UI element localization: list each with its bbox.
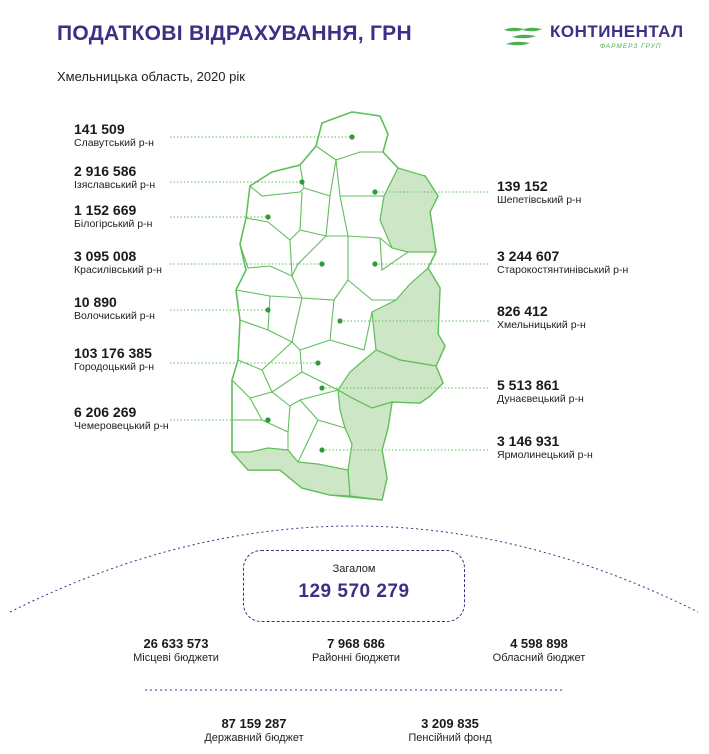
marker-khmelnytskyi [337, 318, 342, 323]
district-label-chemerivtsi [74, 404, 254, 433]
district-label-khmelnytskyi [497, 303, 677, 332]
district-label-iziaslav [74, 163, 254, 192]
budget-name: Державний бюджет [204, 732, 304, 744]
district-name: Волочиський р-н [74, 310, 155, 322]
total-value: 129 570 279 [298, 581, 410, 602]
district-label-bilohiria [74, 202, 254, 231]
marker-iziaslav [299, 179, 304, 184]
budget-value: 87 159 287 [221, 716, 287, 731]
budget-value: 3 209 835 [421, 716, 479, 731]
logo-tagline: ФАРМЕРЗ ГРУП [600, 43, 662, 50]
budget-name: Районні бюджети [311, 652, 401, 664]
budget-value: 4 598 898 [510, 636, 568, 651]
district-label-shepetivka [497, 178, 677, 207]
district-value: 103 176 385 [74, 345, 152, 361]
marker-dunaivtsi [319, 385, 324, 390]
district-name: Білогірський р-н [74, 218, 153, 230]
marker-krasyliv [319, 261, 324, 266]
budget-pension-fund [360, 716, 540, 745]
budget-name: Пенсійний фонд [408, 732, 492, 744]
page-title: ПОДАТКОВІ ВІДРАХУВАННЯ, ГРН [57, 22, 412, 45]
district-name: Ярмолинецький р-н [497, 449, 593, 461]
budget-name: Місцеві бюджети [133, 652, 219, 664]
budget-district [266, 636, 446, 665]
district-label-starokostiantyniv [497, 248, 677, 277]
district-label-yarmolyntsi [497, 433, 677, 462]
district-name: Городоцький р-н [74, 361, 155, 373]
district-name: Чемеровецький р-н [74, 420, 169, 432]
district-value: 139 152 [497, 178, 548, 194]
district-name: Славутський р-н [74, 137, 154, 149]
budget-oblast [449, 636, 629, 665]
district-value: 3 244 607 [497, 248, 560, 264]
district-value: 826 412 [497, 303, 548, 319]
marker-chemerivtsi [265, 417, 270, 422]
district-value: 3 146 931 [497, 433, 560, 449]
district-name: Красилівський р-н [74, 264, 162, 276]
budget-state [164, 716, 344, 745]
budget-local [86, 636, 266, 665]
budget-name: Обласний бюджет [492, 652, 586, 664]
total-box [243, 550, 465, 622]
budget-value: 26 633 573 [143, 636, 209, 651]
district-value: 5 513 861 [497, 377, 560, 393]
district-label-krasyliv [74, 248, 254, 277]
district-label-slavuta [74, 121, 254, 150]
district-value: 2 916 586 [74, 163, 137, 179]
district-label-horodok [74, 345, 254, 374]
marker-bilohiria [265, 214, 270, 219]
district-name: Шепетівський р-н [497, 194, 582, 206]
district-value: 10 890 [74, 294, 117, 310]
district-label-volochysk [74, 294, 254, 323]
marker-volochysk [265, 307, 270, 312]
district-name: Хмельницький р-н [497, 319, 586, 331]
district-name: Ізяславський р-н [74, 179, 156, 191]
page-subtitle: Хмельницька область, 2020 рік [57, 69, 245, 84]
district-value: 3 095 008 [74, 248, 137, 264]
marker-starokostiantyniv [372, 261, 377, 266]
district-name: Дунаєвецький р-н [497, 393, 584, 405]
logo-name: КОНТИНЕНТАЛ [550, 22, 684, 41]
total-label: Загалом [332, 563, 376, 575]
budget-value: 7 968 686 [327, 636, 385, 651]
marker-yarmolyntsi [319, 447, 324, 452]
marker-horodok [315, 360, 320, 365]
district-value: 1 152 669 [74, 202, 137, 218]
district-value: 6 206 269 [74, 404, 137, 420]
district-value: 141 509 [74, 121, 125, 137]
marker-shepetivka [372, 189, 377, 194]
marker-slavuta [349, 134, 354, 139]
district-label-dunaivtsi [497, 377, 677, 406]
district-name: Старокостянтинівський р-н [497, 264, 629, 276]
